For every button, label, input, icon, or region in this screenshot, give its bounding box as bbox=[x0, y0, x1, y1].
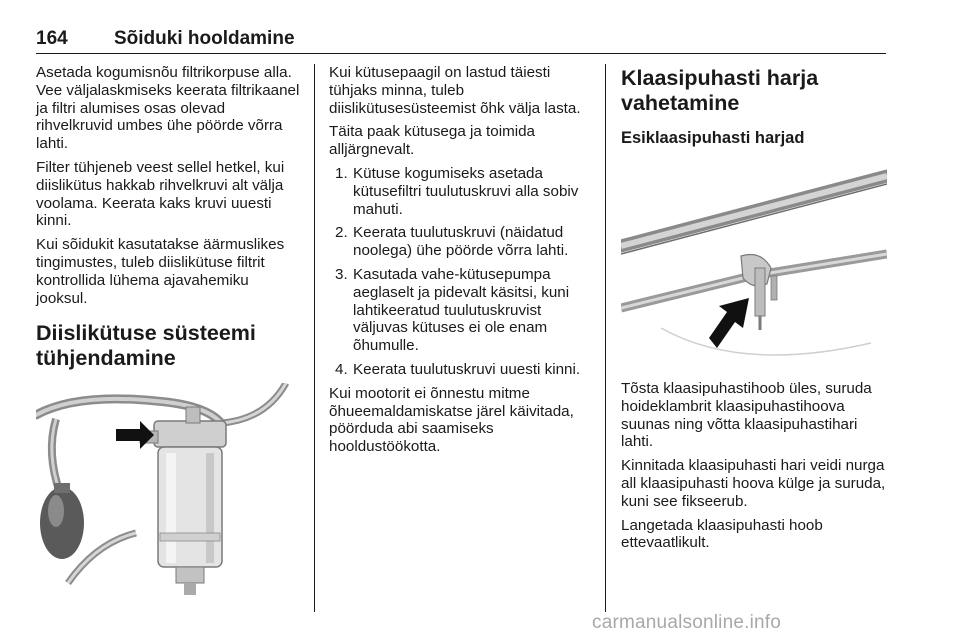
paragraph: Kui sõidukit kasutatakse äärmuslikes tingimustes, tuleb diislikütuse filtrit kontrollida lühema ajavahemiku jooksul. bbox=[36, 236, 285, 307]
paragraph: Kui kütusepaagil on lastud täiesti tühjaks minna, tuleb diislikütusesüsteemist õhk välja lasta. bbox=[329, 64, 581, 117]
column-divider bbox=[314, 64, 315, 612]
paragraph: Asetada kogumisnõu filtrikorpuse alla. Vee väljalaskmiseks keerata filtrikaanel ja filtri alumises osas olevad rihvelkruvid umbes ühe pöörde võrra lahti. bbox=[36, 64, 300, 153]
list-item: 3. Kasutada vahe-kütusepumpa aeglaselt ja pidevalt käsitsi, kuni lahtikeeratud tuulutuskruvist väljuvas kütuses ei ole enam õhumulle. bbox=[335, 265, 570, 355]
paragraph: Tõsta klaasipuhastihoob üles, suruda hoideklambrit klaasipuhastihoova suunas ning võtta klaasipuhastihari lahti. bbox=[621, 380, 872, 451]
paragraph: Filter tühjeneb veest sellel hetkel, kui diislikütus hakkab rihvelkruvi alt välja voolama. Keerata kaks kruvi uuesti kinni. bbox=[36, 158, 285, 230]
section-heading: Diislikütuse süsteemi tühjendamine bbox=[36, 321, 256, 371]
section-heading: Klaasipuhasti harja vahetamine bbox=[621, 66, 819, 115]
column-middle bbox=[329, 64, 591, 462]
wiper-blade-illustration bbox=[621, 158, 887, 370]
section-title: Sõiduki hooldamine bbox=[114, 28, 295, 49]
column-left bbox=[36, 64, 302, 605]
paragraph: Kinnitada klaasipuhasti hari veidi nurga all klaasipuhasti hoova külge ja suruda, kuni see fikseerub. bbox=[621, 457, 886, 510]
paragraph: Langetada klaasipuhasti hoob ettevaatlikult. bbox=[621, 516, 823, 552]
page-number: 164 bbox=[36, 28, 68, 49]
list-item: 4. Keerata tuulutuskruvi uuesti kinni. bbox=[335, 360, 581, 378]
column-divider bbox=[605, 64, 606, 612]
subsection-heading: Esiklaasipuhasti harjad bbox=[621, 129, 805, 147]
paragraph: Täita paak kütusega ja toimida alljärgnevalt. bbox=[329, 123, 535, 159]
column-right bbox=[621, 64, 887, 558]
watermark: carmanualsonline.info bbox=[592, 612, 782, 633]
paragraph: Kui mootorit ei õnnestu mitme õhueemaldamiskatse järel käivitada, pöörduda abi saamiseks hooldustöökotta. bbox=[329, 384, 574, 456]
list-item: 2. Keerata tuulutuskruvi (näidatud noolega) ühe pöörde võrra lahti. bbox=[335, 224, 569, 260]
step-list bbox=[329, 165, 591, 379]
page-header bbox=[36, 28, 886, 54]
fuel-filter-illustration bbox=[36, 383, 302, 595]
list-item: 1. Kütuse kogumiseks asetada kütusefiltri tuulutuskruvi alla sobiv mahuti. bbox=[335, 164, 579, 218]
